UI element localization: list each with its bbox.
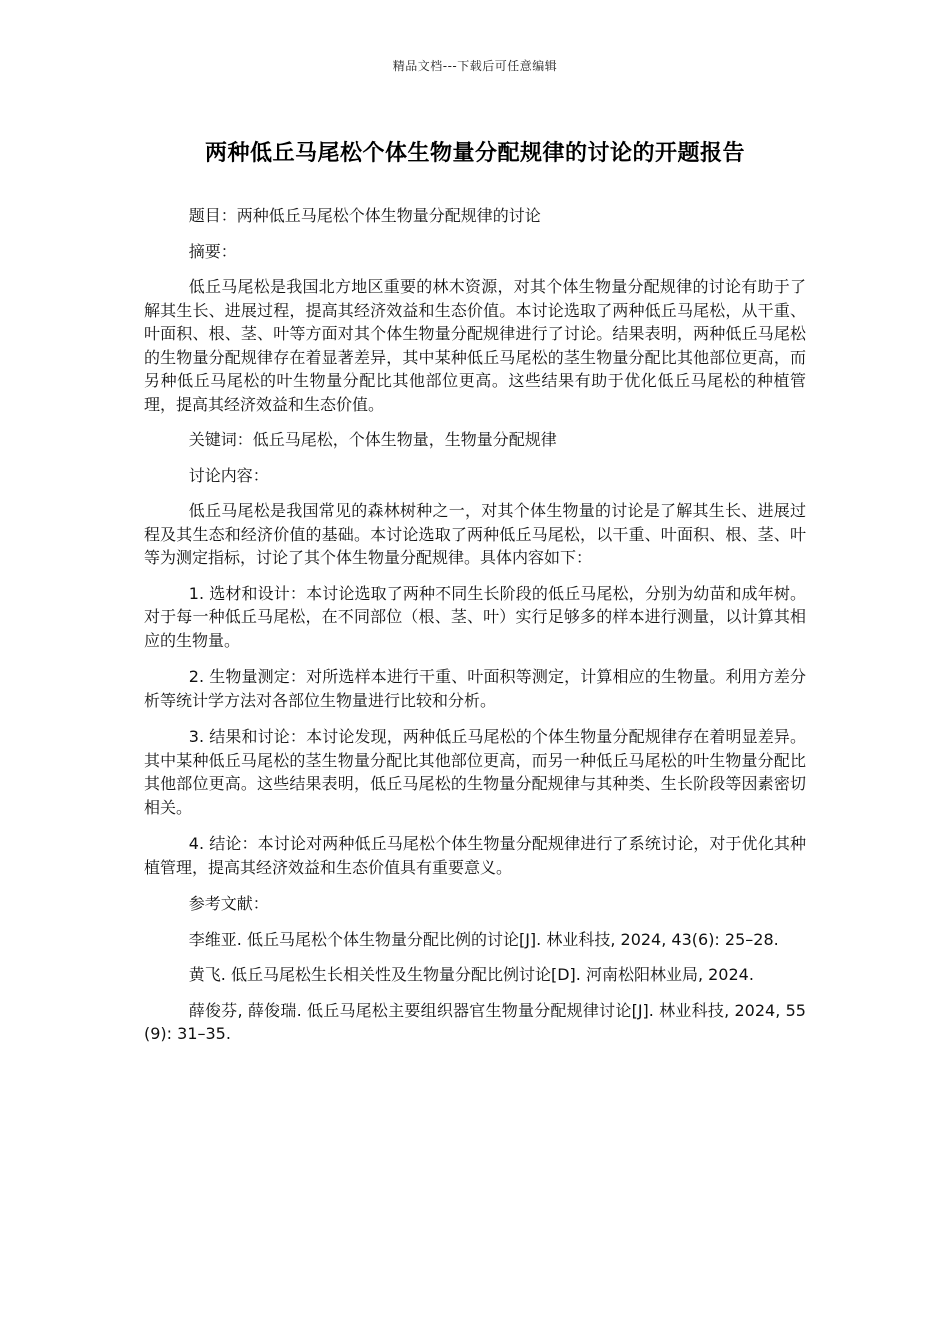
references-heading: 参考文献： bbox=[188, 894, 269, 913]
header-note: 精品文档---下载后可任意编辑 bbox=[392, 59, 558, 73]
document-body bbox=[144, 204, 806, 1058]
intro-paragraph: 低丘马尾松是我国常见的森林树种之一，对其个体生物量的讨论是了解其生长、进展过程及其生态和经济价值的基础。本讨论选取了两种低丘马尾松，以干重、叶面积、根、茎、叶等为测定指标，讨论了其个体生物量分配规律。具体内容如下： bbox=[144, 501, 806, 567]
abstract-heading: 摘要： bbox=[188, 241, 237, 261]
item-paragraph: 2. 生物量测定：对所选样本进行干重、叶面积等测定，计算相应的生物量。利用方差分析等统计学方法对各部位生物量进行比较和分析。 bbox=[144, 667, 806, 710]
document-title: 两种低丘马尾松个体生物量分配规律的讨论的开题报告 bbox=[204, 141, 745, 166]
keywords-line: 关键词：低丘马尾松，个体生物量，生物量分配规律 bbox=[188, 430, 557, 449]
item-paragraph: 4. 结论：本讨论对两种低丘马尾松个体生物量分配规律进行了系统讨论，对于优化其种植管理，提高其经济效益和生态价值具有重要意义。 bbox=[144, 834, 806, 877]
item-paragraph: 3. 结果和讨论：本讨论发现，两种低丘马尾松的个体生物量分配规律存在着明显差异。其中某种低丘马尾松的茎生物量分配比其他部位更高，而另一种低丘马尾松的叶生物量分配比其他部位更高。这些结果表明，低丘马尾松的生物量分配规律与其种类、生长阶段等因素密切相关。 bbox=[144, 727, 806, 817]
subject-line: 题目：两种低丘马尾松个体生物量分配规律的讨论 bbox=[188, 206, 541, 225]
abstract-paragraph: 低丘马尾松是我国北方地区重要的林木资源，对其个体生物量分配规律的讨论有助于了解其生长、进展过程，提高其经济效益和生态价值。本讨论选取了两种低丘马尾松，从干重、叶面积、根、茎、叶等方面对其个体生物量分配规律进行了讨论。结果表明，两种低丘马尾松的生物量分配规律存在着显著差异，其中某种低丘马尾松的茎生物量分配比其他部位更高，而另种低丘马尾松的叶生物量分配比其他部位更高。这些结果有助于优化低丘马尾松的种植管理，提高其经济效益和生态价值。 bbox=[144, 277, 806, 414]
reference-item: 黄飞. 低丘马尾松生长相关性及生物量分配比例讨论[D]. 河南松阳林业局, 2024. bbox=[188, 965, 754, 984]
item-paragraph: 1. 选材和设计：本讨论选取了两种不同生长阶段的低丘马尾松，分别为幼苗和成年树。对于每一种低丘马尾松，在不同部位（根、茎、叶）实行足够多的样本进行测量，以计算其相应的生物量。 bbox=[144, 583, 806, 650]
content-heading: 讨论内容： bbox=[188, 465, 269, 485]
reference-item: 李维亚. 低丘马尾松个体生物量分配比例的讨论[J]. 林业科技, 2024, 43(6): 25–28. bbox=[188, 929, 779, 949]
reference-item: 薛俊芬, 薛俊瑞. 低丘马尾松主要组织器官生物量分配规律讨论[J]. 林业科技, 2024, 55(9): 31–35. bbox=[144, 1000, 806, 1043]
